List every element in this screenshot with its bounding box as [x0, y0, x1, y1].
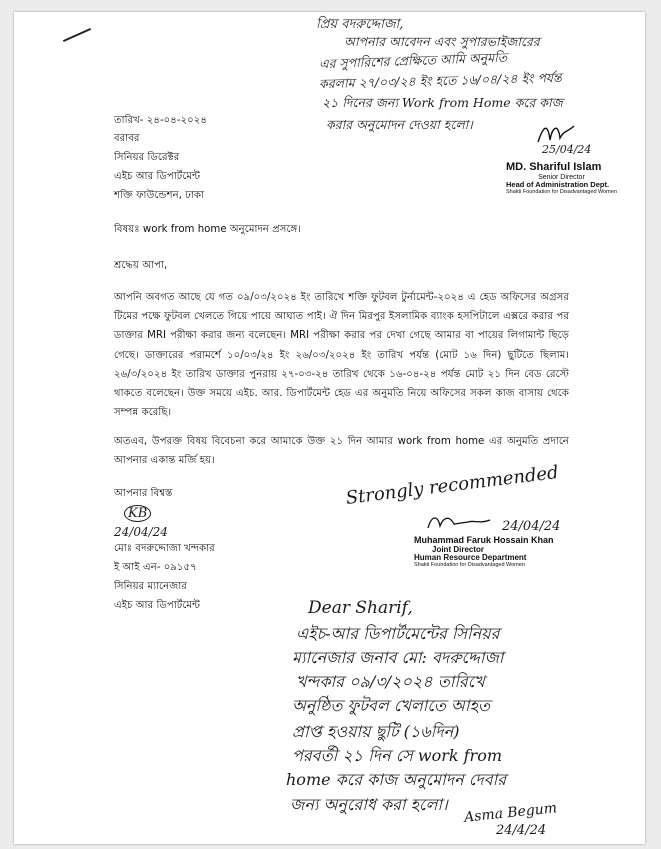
note-signature: Asma Begum	[463, 800, 558, 826]
note-line: প্রিয় বদরুদ্দোজা,	[316, 17, 404, 32]
note-line: এর সুপারিশের প্রেক্ষিতে আমি অনুমতি	[318, 49, 508, 72]
recipient-line: সিনিয়র ডিরেক্টর	[114, 152, 180, 163]
recipient-line: এইচ আর ডিপার্টমেন্ট	[114, 171, 201, 182]
stamp-dept: Head of Administration Dept.	[506, 180, 610, 190]
approval-date: 25/04/24	[542, 143, 592, 156]
note-line: ম্যানেজার জনাব মো: বদরুদ্দোজা	[292, 648, 504, 667]
recommend-date: 24/04/24	[502, 519, 561, 534]
stamp-dept: Human Resource Department	[414, 553, 527, 563]
letter-date: তারিখ- ২৪-০৪-২০২৪	[114, 115, 208, 126]
sender-line: এইচ আর ডিপার্টমেন্ট	[114, 600, 201, 611]
note-line: ২১ দিনের জন্য Work from Home করে কাজ	[322, 95, 563, 110]
note-line: করার অনুমোদন দেওয়া হলো।	[326, 117, 473, 132]
recipient-line: বরাবর	[114, 133, 140, 144]
stamp-org: Shakti Foundation for Disadvantaged Women	[506, 188, 617, 195]
stamp-senior-director	[506, 162, 617, 195]
pen-stroke-mark	[63, 28, 91, 42]
stamp-org: Shakti Foundation for Disadvantaged Women	[414, 561, 525, 568]
note-line: Dear Sharif,	[308, 598, 413, 618]
closing: আপনার বিশ্বস্ত	[114, 488, 173, 499]
stamp-name: MD. Shariful Islam	[506, 161, 602, 173]
letter-subject: বিষয়ঃ work from home অনুমোদন প্রসঙ্গে।	[114, 224, 301, 235]
signature-scribble-icon	[424, 510, 494, 536]
salutation: শ্রদ্ধেয় আপা,	[114, 260, 168, 271]
letter-page	[14, 12, 645, 844]
stamp-title: Senior Director	[538, 173, 585, 181]
stamp-joint-director	[414, 536, 554, 569]
body-paragraph-2: অতএব, উপরক্ত বিষয় বিবেচনা করে আমাকে উক্ত ২১ দিন আমার work from home এর অনুমতি প্রদানে আপনার একান্ত মর্জি হয়।	[114, 436, 569, 467]
note-line: আপনার আবেদন এবং সুপারভাইজারের	[344, 34, 540, 49]
sender-line: মোঃ বদরুদ্দোজা খন্দকার	[114, 543, 215, 554]
sender-initial: KB	[124, 505, 151, 522]
note-line: অনুষ্ঠিত ফুটবল খেলাতে আহত	[292, 696, 490, 715]
note-line: প্রাপ্ত হওয়ায় ছুটি (১৬দিন)	[292, 722, 460, 741]
recipient-line: শক্তি ফাউন্ডেশন, ঢাকা	[114, 190, 205, 201]
note-line: করলাম ২৭/০৩/২৪ ইং হতে ১৬/০৪/২৪ ইং পর্যন্ত	[318, 69, 562, 92]
note-line: এইচ-আর ডিপার্টমেন্টের সিনিয়র	[296, 624, 500, 643]
note-date: 24/4/24	[496, 823, 547, 838]
note-line: জন্য অনুরোধ করা হলো।	[290, 795, 448, 814]
stamp-title: Joint Director	[432, 544, 485, 554]
sender-line: ই আই এন- ০৯১৫৭	[114, 562, 197, 573]
sender-date: 24/04/24	[114, 525, 168, 539]
note-line: home করে কাজ অনুমোদন দেবার	[286, 770, 507, 789]
body-paragraph-1: আপনি অবগত আছে যে গত ০৯/০৩/২০২৪ ইং তারিখে শক্তি ফুটবল টুর্নামেন্ট-২০২৪ এ হেড অফিসের অগ্রসর টিমের পক্ষে ফুটবল খেলতে গিয়ে পায়ে আঘাত পাই। ঐ দিন মিরপুর ইসলামিক ব্যাংক হসপিটালে এক্সরে করার পর ডাক্তার MRI পরীক্ষা করার জন্য বলেছেন। MRI পরীক্ষা করার পর দেখা গেছে আমার বা পায়ের লিগামান্ট ছিড়ে গেছে। ডাক্তারের পরামর্শে ১০/০৩/২৪ ইং ২৬/০৩/২০২৪ ইং তারিখ পর্যন্ত (মোট ১৬ দিন) ছুটিতে ছিলাম। ২৬/৩/২০২৪ ইং তারিখ ডাক্তার পুনরায় ২৭-০৩-২৪ তারিখ থেকে ১৬-০৪-২৪ পর্যন্ত মোট ২১ দিন বেড রেস্টে থাকতে বলেছেন। উক্ত সময়ে এইচ. আর. ডিপার্টমেন্ট হেড এর অনুমতি নিয়ে অফিসের সকল কাজ বাসায় থেকে সম্পন্ন করেছি।	[114, 292, 569, 419]
note-line: পরবর্তী ২১ দিন সে work from	[292, 746, 503, 765]
stamp-name: Muhammad Faruk Hossain Khan	[414, 535, 554, 545]
note-line: খন্দকার ০৯/৩/২০২৪ তারিখে	[296, 672, 485, 691]
recommendation-note: Strongly recommended	[344, 461, 560, 509]
sender-line: সিনিয়র ম্যানেজার	[114, 581, 187, 592]
